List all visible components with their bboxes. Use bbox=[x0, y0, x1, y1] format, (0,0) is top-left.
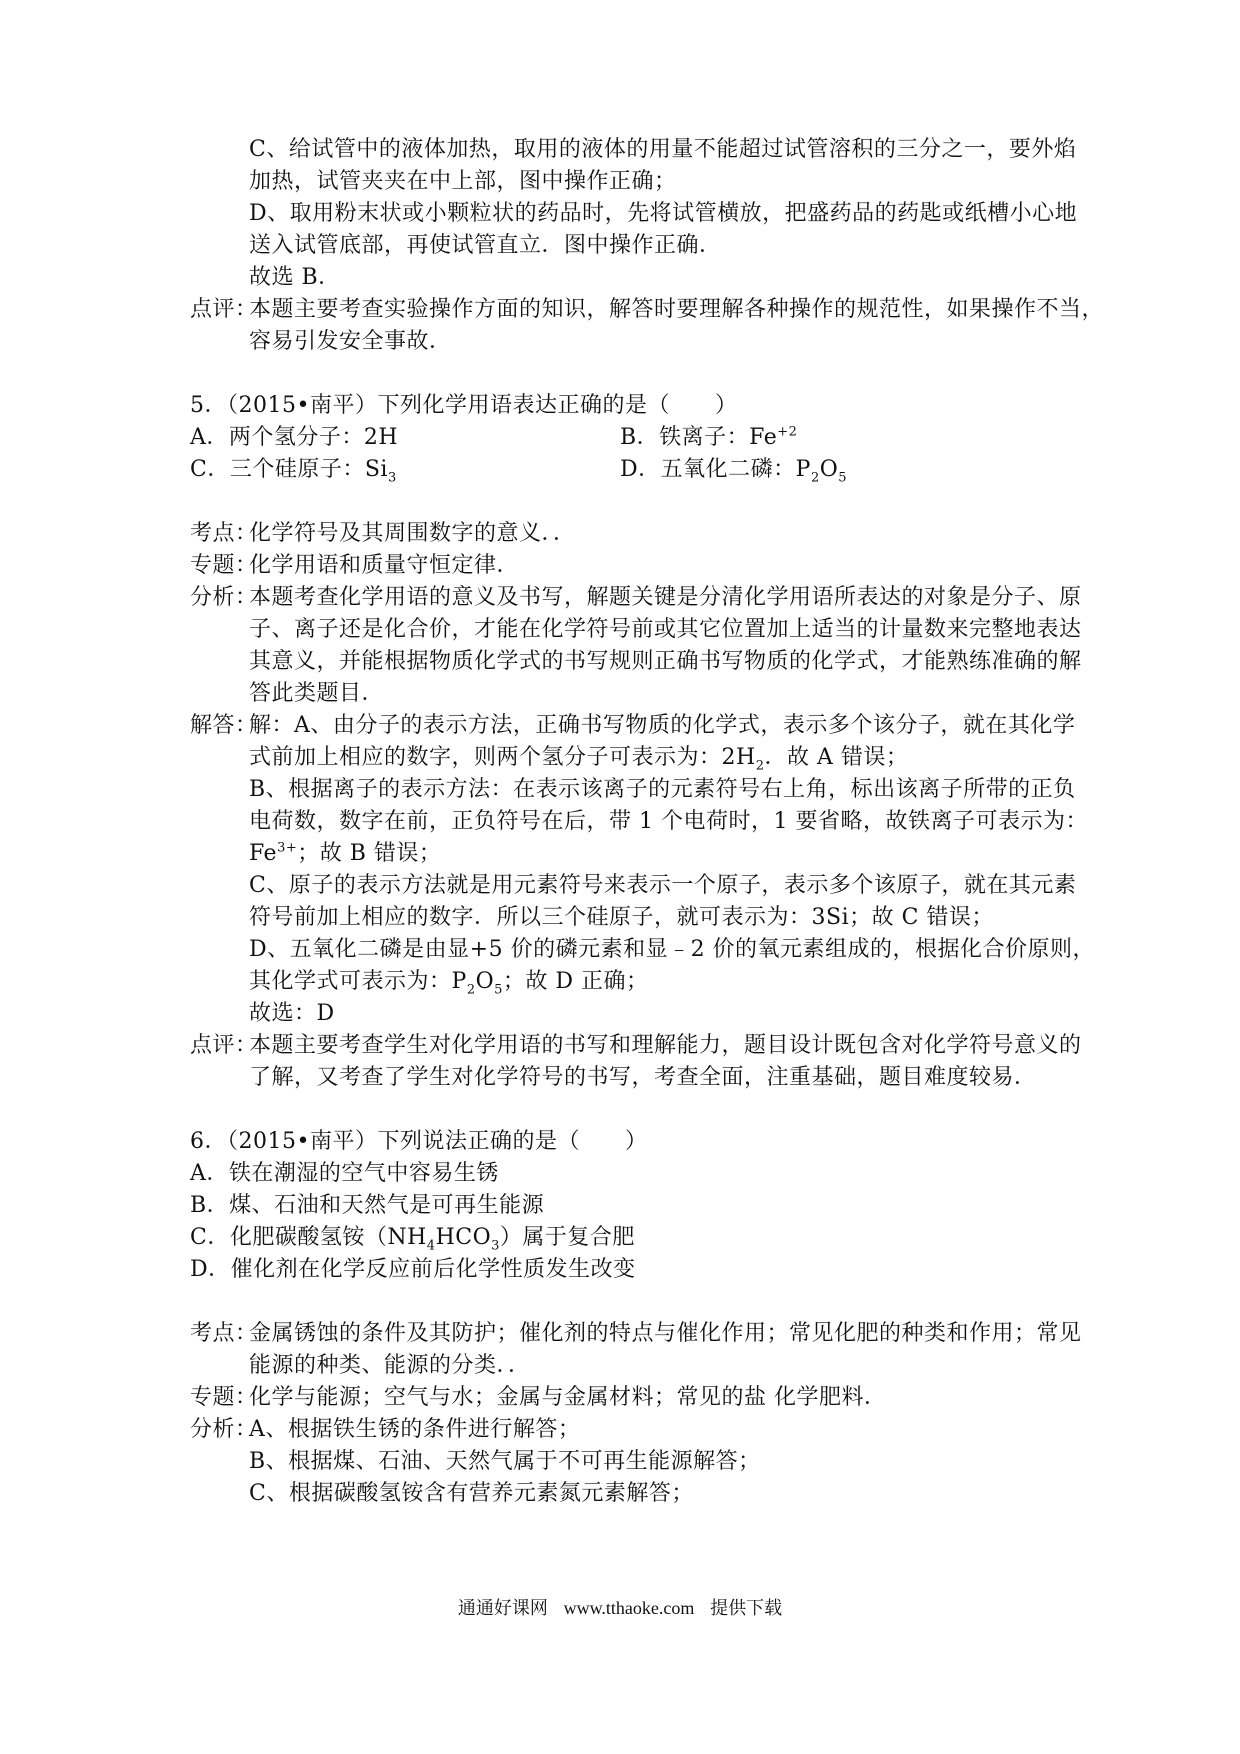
q6-option-c-sub1: 4 bbox=[426, 1238, 436, 1254]
q5-option-c-text: C．三个硅原子：Si bbox=[190, 457, 388, 482]
q5-kaodian-text: 化学符号及其周围数字的意义．． bbox=[249, 521, 576, 546]
q5-zhuanti bbox=[190, 550, 520, 582]
q5-jieda-a2-pre: 式前加上相应的数字，则两个氢分子可表示为：2H bbox=[249, 745, 756, 770]
q5-jieda-b1: B、根据离子的表示方法：在表示该离子的元素符号右上角，标出该离子所带的正负 bbox=[249, 777, 1076, 802]
q5-option-d-pre: D．五氧化二磷：P bbox=[620, 457, 811, 482]
q5-jieda-d1: D、五氧化二磷是由显+5 价的磷元素和显﹣2 价的氧元素组成的，根据化合价原则， bbox=[249, 937, 1096, 962]
q6-option-b: B．煤、石油和天然气是可再生能源 bbox=[190, 1193, 545, 1218]
q5-jieda-d2-pre: 其化学式可表示为：P bbox=[249, 969, 467, 994]
q5-jieda-d2-sub2: 5 bbox=[494, 982, 503, 998]
q5-jieda-d2 bbox=[249, 966, 649, 998]
q6-zhuanti-text: 化学与能源；空气与水；金属与金属材料；常见的盐 化学肥料． bbox=[249, 1385, 887, 1410]
footer-download-text: 提供下载 bbox=[710, 1598, 783, 1619]
q6-fenxi-text-1: A、根据铁生锈的条件进行解答； bbox=[249, 1417, 581, 1442]
q5-option-c-sub: 3 bbox=[387, 470, 397, 486]
q5-option-b-charge: +2 bbox=[777, 424, 798, 440]
q5-jieda-d2-sub1: 2 bbox=[466, 982, 476, 998]
q5-fenxi-line3: 其意义，并能根据物质化学式的书写规则正确书写物质的化学式，才能熟练准确的解 bbox=[249, 649, 1082, 674]
q6-kaodian-text-1: 金属锈蚀的条件及其防护；催化剂的特点与催化作用；常见化肥的种类和作用；常见 bbox=[249, 1321, 1082, 1346]
q5-option-d-sub1: 2 bbox=[810, 470, 820, 486]
prev-analysis-d-line2: 送入试管底部，再使试管直立．图中操作正确． bbox=[249, 233, 722, 258]
prev-analysis-c-line1: C、给试管中的液体加热，取用的液体的用量不能超过试管溶积的三分之一，要外焰 bbox=[249, 137, 1077, 162]
q6-kaodian-line1 bbox=[190, 1318, 1082, 1350]
q5-jieda-d2-post: ；故 D 正确； bbox=[502, 969, 649, 994]
prev-analysis-c-line2: 加热，试管夹夹在中上部，图中操作正确； bbox=[249, 169, 677, 194]
q6-option-c-sub2: 3 bbox=[491, 1238, 500, 1254]
q5-option-d-sub2: 5 bbox=[838, 470, 848, 486]
q5-fenxi-label: 分析： bbox=[190, 585, 258, 610]
q6-fenxi-line2: B、根据煤、石油、天然气属于不可再生能源解答； bbox=[249, 1449, 761, 1474]
q5-option-b-text: B．铁离子：Fe bbox=[620, 425, 778, 450]
q6-kaodian-label: 考点： bbox=[190, 1321, 258, 1346]
q5-kaodian bbox=[190, 518, 576, 550]
q6-fenxi-label: 分析： bbox=[190, 1417, 258, 1442]
q5-jieda-a2 bbox=[249, 742, 908, 774]
q5-stem: 5．（2015•南平）下列化学用语表达正确的是（ ） bbox=[190, 393, 738, 418]
q5-jieda-c2: 符号前加上相应的数字．所以三个硅原子，就可表示为：3Si；故 C 错误； bbox=[249, 905, 994, 930]
q5-jieda-a1-text: 解：A、由分子的表示方法，正确书写物质的化学式，表示多个该分子，就在其化学 bbox=[249, 713, 1076, 738]
prev-comment-line2: 容易引发安全事故． bbox=[249, 329, 452, 354]
q6-kaodian-line2: 能源的种类、能源的分类．． bbox=[249, 1353, 531, 1378]
q5-jieda-a2-sub: 2 bbox=[755, 758, 765, 774]
footer-site-name: 通通好课网 bbox=[457, 1598, 548, 1619]
q5-dianping-text-1: 本题主要考查学生对化学用语的书写和理解能力，题目设计既包含对化学符号意义的 bbox=[249, 1033, 1082, 1058]
q6-zhuanti bbox=[190, 1382, 887, 1414]
q6-zhuanti-label: 专题： bbox=[190, 1385, 258, 1410]
q5-dianping-line2: 了解，又考查了学生对化学符号的书写，考查全面，注重基础，题目难度较易． bbox=[249, 1065, 1037, 1090]
q6-option-d: D．催化剂在化学反应前后化学性质发生改变 bbox=[190, 1257, 636, 1282]
q5-option-a: A．两个氢分子：2H bbox=[190, 425, 399, 450]
q5-jieda-b3-sup: 3+ bbox=[277, 840, 298, 856]
q6-fenxi-line1 bbox=[190, 1414, 581, 1446]
prev-answer: 故选 B． bbox=[249, 265, 341, 290]
q6-stem: 6．（2015•南平）下列说法正确的是（ ） bbox=[190, 1129, 648, 1154]
q6-option-c-mid: HCO bbox=[435, 1225, 492, 1250]
q5-jieda-b3-pre: Fe bbox=[249, 841, 278, 866]
prev-comment-label: 点评： bbox=[190, 297, 258, 322]
q5-fenxi-line4: 答此类题目． bbox=[249, 681, 385, 706]
q5-kaodian-label: 考点： bbox=[190, 521, 258, 546]
q5-jieda-d2-mid: O bbox=[475, 969, 495, 994]
q5-dianping-label: 点评： bbox=[190, 1033, 258, 1058]
page-footer bbox=[0, 1596, 1240, 1621]
q5-option-c bbox=[190, 454, 397, 486]
footer-url-link[interactable]: www.tthaoke.com bbox=[563, 1598, 695, 1618]
prev-comment-line1 bbox=[190, 294, 1105, 326]
q5-jieda-b2: 电荷数，数字在前，正负符号在后，带 1 个电荷时，1 要省略，故铁离子可表示为： bbox=[249, 809, 1088, 834]
q5-jieda-b3-post: ；故 B 错误； bbox=[297, 841, 442, 866]
q6-option-c-post: ）属于复合肥 bbox=[499, 1225, 635, 1250]
q6-fenxi-line3: C、根据碳酸氢铵含有营养元素氮元素解答； bbox=[249, 1481, 694, 1506]
q5-option-d-mid: O bbox=[819, 457, 839, 482]
q5-fenxi-line2: 子、离子还是化合价，才能在化学符号前或其它位置加上适当的计量数来完整地表达 bbox=[249, 617, 1082, 642]
q5-fenxi-line1 bbox=[190, 582, 1082, 614]
q5-jieda-b3 bbox=[249, 838, 441, 870]
q5-zhuanti-label: 专题： bbox=[190, 553, 258, 578]
q5-jieda-a2-post: ．故 A 错误； bbox=[764, 745, 909, 770]
q5-zhuanti-text: 化学用语和质量守恒定律． bbox=[249, 553, 520, 578]
q6-option-c-pre: C．化肥碳酸氢铵（NH bbox=[190, 1225, 427, 1250]
q5-jieda-c1: C、原子的表示方法就是用元素符号来表示一个原子，表示多个该原子，就在其元素 bbox=[249, 873, 1077, 898]
q5-answer: 故选：D bbox=[249, 1001, 335, 1026]
q5-jieda-a1 bbox=[190, 710, 1076, 742]
q5-option-d bbox=[620, 454, 847, 486]
q6-option-a: A．铁在潮湿的空气中容易生锈 bbox=[190, 1161, 499, 1186]
q5-dianping-line1 bbox=[190, 1030, 1082, 1062]
q5-option-b bbox=[620, 422, 797, 454]
q5-fenxi-text-1: 本题考查化学用语的意义及书写，解题关键是分清化学用语所表达的对象是分子、原 bbox=[249, 585, 1082, 610]
prev-analysis-d-line1: D、取用粉末状或小颗粒状的药品时，先将试管横放，把盛药品的药匙或纸槽小心地 bbox=[249, 201, 1078, 226]
q6-option-c bbox=[190, 1222, 635, 1254]
prev-comment-text-1: 本题主要考查实验操作方面的知识，解答时要理解各种操作的规范性，如果操作不当， bbox=[249, 297, 1105, 322]
q5-jieda-label: 解答： bbox=[190, 713, 258, 738]
